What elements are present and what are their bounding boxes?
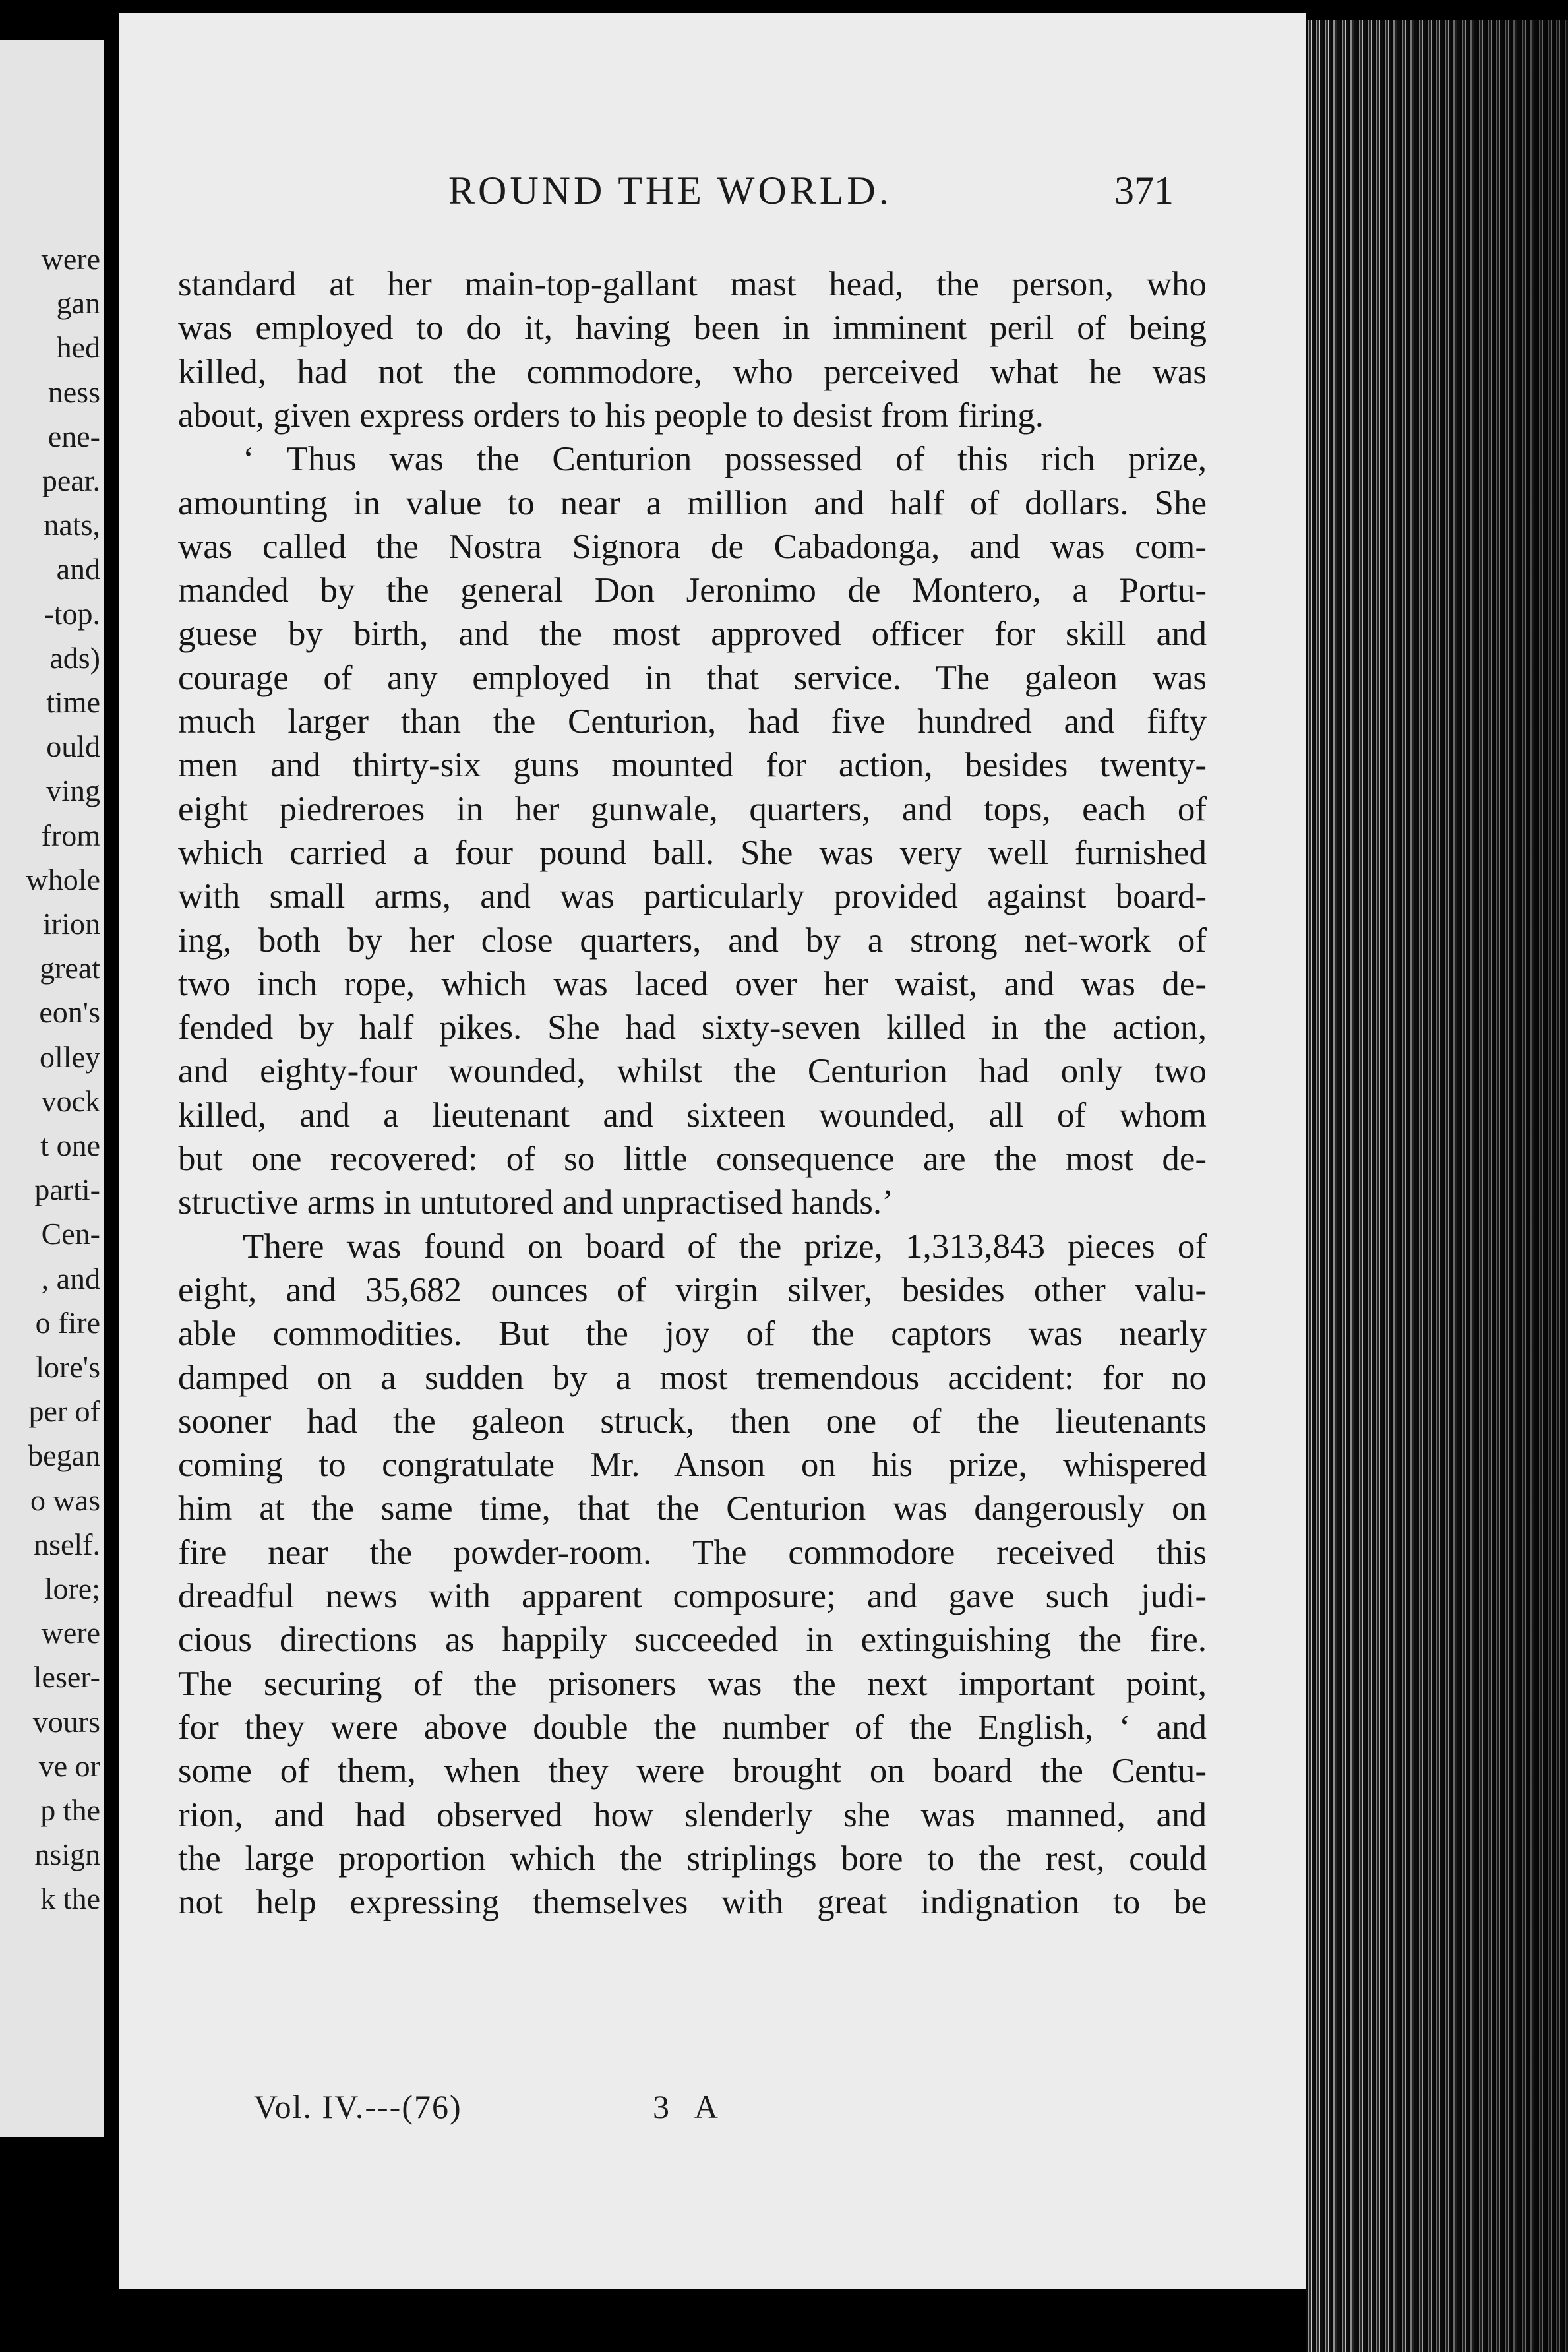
- facing-page-fragment: ene-: [47, 419, 100, 453]
- facing-page-fragment: eon's: [39, 995, 100, 1029]
- text-line: some of them, when they were brought on board the Centu-: [178, 1752, 1207, 1790]
- text-line: was called the Nostra Signora de Cabadonga, and was com-: [178, 528, 1207, 566]
- facing-page-fragment: leser-: [33, 1660, 100, 1694]
- facing-page-fragment: -top.: [44, 597, 100, 631]
- facing-page-fragment: per of: [28, 1394, 100, 1428]
- facing-page-fragment: irion: [43, 907, 100, 941]
- text-line: There was found on board of the prize, 1,313,843 pieces of: [243, 1227, 1207, 1266]
- facing-page-fragment: , and: [41, 1262, 100, 1295]
- text-line: sooner had the galeon struck, then one of the lieutenants: [178, 1402, 1207, 1440]
- text-line: the large proportion which the striplings bore to the rest, could: [178, 1840, 1207, 1878]
- facing-page-fragment: great: [40, 951, 100, 985]
- text-line: much larger than the Centurion, had five hundred and fifty: [178, 702, 1207, 741]
- text-line: The securing of the prisoners was the next important point,: [178, 1665, 1207, 1703]
- facing-page-fragment: and: [56, 552, 100, 586]
- text-line: rion, and had observed how slenderly she was manned, and: [178, 1796, 1207, 1834]
- facing-page-fragment: time: [46, 685, 100, 719]
- facing-page-fragment: o fire: [35, 1306, 100, 1340]
- volume-signature: Vol. IV.---(76): [254, 2088, 462, 2125]
- text-line: two inch rope, which was laced over her waist, and was de-: [178, 965, 1207, 1003]
- text-line: fended by half pikes. She had sixty-seven killed in the action,: [178, 1008, 1207, 1047]
- text-line: guese by birth, and the most approved officer for skill and: [178, 615, 1207, 653]
- text-line: damped on a sudden by a most tremendous accident: for no: [178, 1359, 1207, 1397]
- text-line: him at the same time, that the Centurion was dangerously on: [178, 1489, 1207, 1528]
- signature-mark: 3 A: [653, 2088, 727, 2125]
- page-number: 371: [1114, 169, 1174, 212]
- facing-page-fragment: p the: [40, 1793, 100, 1827]
- facing-page-fragment: ve or: [38, 1749, 100, 1783]
- running-title: ROUND THE WORLD.: [448, 169, 892, 212]
- facing-page-fragment: k the: [40, 1882, 100, 1915]
- book-page: [119, 13, 1306, 2289]
- text-line: dreadful news with apparent composure; and gave such judi-: [178, 1577, 1207, 1615]
- text-line: ing, both by her close quarters, and by a strong net-work of: [178, 921, 1207, 960]
- facing-page-fragment: were: [41, 242, 100, 276]
- text-line: cious directions as happily succeeded in extinguishing the fire.: [178, 1621, 1207, 1659]
- text-line: but one recovered: of so little consequence are the most de-: [178, 1140, 1207, 1178]
- text-line: and eighty-four wounded, whilst the Centurion had only two: [178, 1052, 1207, 1090]
- facing-page-fragment: hed: [56, 330, 100, 364]
- text-line: about, given express orders to his people to desist from firing.: [178, 396, 1044, 435]
- text-line: manded by the general Don Jeronimo de Montero, a Portu-: [178, 571, 1207, 609]
- text-line: not help expressing themselves with great indignation to be: [178, 1883, 1207, 1921]
- facing-page-fragment: Cen-: [41, 1217, 100, 1251]
- text-line: for they were above double the number of the English, ‘ and: [178, 1708, 1207, 1747]
- text-line: was employed to do it, having been in imminent peril of being: [178, 309, 1207, 347]
- text-line: courage of any employed in that service. The galeon was: [178, 659, 1207, 697]
- text-line: able commodities. But the joy of the captors was nearly: [178, 1315, 1207, 1353]
- facing-page-fragment: pear.: [42, 464, 100, 497]
- facing-page-fragment: olley: [40, 1040, 100, 1074]
- facing-page-fragment: from: [41, 819, 100, 852]
- facing-page-fragment: whole: [26, 863, 100, 896]
- text-line: fire near the powder-room. The commodore received this: [178, 1533, 1207, 1572]
- facing-page-fragment: gan: [56, 286, 100, 320]
- facing-page-fragment: lore's: [36, 1350, 100, 1384]
- facing-page-fragment: vours: [32, 1705, 100, 1739]
- text-line: coming to congratulate Mr. Anson on his prize, whispered: [178, 1446, 1207, 1484]
- text-line: killed, and a lieutenant and sixteen wounded, all of whom: [178, 1096, 1207, 1134]
- facing-page-fragment: were: [41, 1616, 100, 1650]
- facing-page-fragment: t one: [40, 1129, 100, 1162]
- facing-page-fragment: ness: [47, 375, 100, 409]
- page-edges: [1306, 20, 1568, 2352]
- text-line: men and thirty-six guns mounted for action, besides twenty-: [178, 746, 1207, 784]
- facing-page-fragment: nats,: [44, 508, 100, 542]
- text-line: standard at her main-top-gallant mast head, the person, who: [178, 265, 1207, 303]
- facing-page-fragment: nself.: [34, 1528, 100, 1561]
- facing-page-fragment: lore;: [44, 1572, 100, 1605]
- text-line: eight, and 35,682 ounces of virgin silver, besides other valu-: [178, 1271, 1207, 1309]
- text-line: which carried a four pound ball. She was very well furnished: [178, 834, 1207, 872]
- facing-page-fragment: nsign: [34, 1838, 100, 1871]
- text-line: killed, had not the commodore, who perceived what he was: [178, 353, 1207, 391]
- facing-page-fragment: parti-: [34, 1173, 100, 1206]
- text-line: ‘ Thus was the Centurion possessed of this rich prize,: [243, 440, 1207, 478]
- text-line: structive arms in untutored and unpractised hands.’: [178, 1183, 893, 1222]
- text-line: with small arms, and was particularly provided against board-: [178, 877, 1207, 915]
- text-line: amounting in value to near a million and half of dollars. She: [178, 484, 1207, 522]
- facing-page-fragment: ving: [46, 774, 100, 807]
- facing-page-fragment: vock: [41, 1084, 100, 1118]
- facing-page-fragment: ould: [46, 729, 100, 763]
- facing-page: [0, 40, 104, 2137]
- text-line: eight piedreroes in her gunwale, quarters, and tops, each of: [178, 790, 1207, 828]
- facing-page-fragment: o was: [30, 1483, 100, 1517]
- facing-page-fragment: ads): [49, 641, 100, 675]
- facing-page-fragment: began: [28, 1439, 100, 1472]
- running-head: [119, 168, 1306, 221]
